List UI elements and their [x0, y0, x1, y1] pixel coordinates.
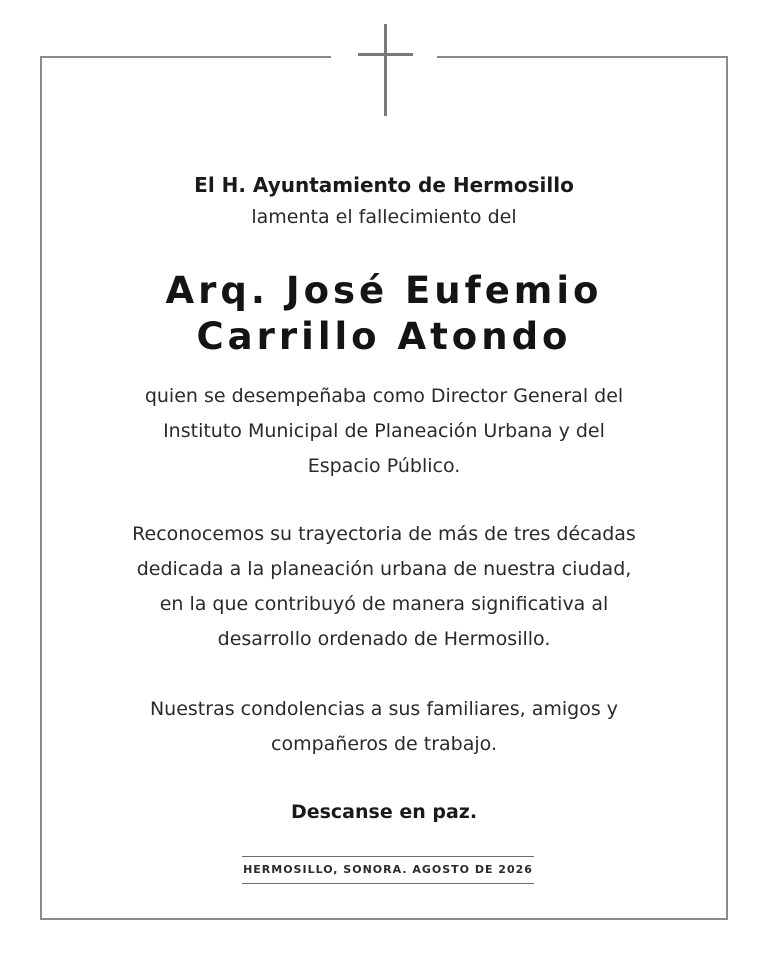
- closing-phrase: Descanse en paz.: [290, 801, 478, 823]
- place-date-footer: HERMOSILLO, SONORA. AGOSTO DE 2026: [242, 856, 534, 884]
- position-paragraph: [0, 379, 768, 484]
- cross-vertical-bar: [384, 24, 387, 116]
- paragraph-line: en la que contribuyó de manera significativa al: [159, 593, 609, 615]
- recognition-paragraph: [0, 517, 768, 657]
- paragraph-line: Instituto Municipal de Planeación Urbana y del: [163, 420, 605, 442]
- paragraph-line: Reconocemos su trayectoria de más de tres décadas: [132, 523, 636, 545]
- deceased-name: [0, 268, 768, 360]
- paragraph-line: Nuestras condolencias a sus familiares, amigos y: [149, 698, 619, 720]
- cross-horizontal-bar: [358, 53, 413, 56]
- deceased-name-line: Carrillo Atondo: [196, 315, 572, 358]
- organization-heading: El H. Ayuntamiento de Hermosillo: [194, 173, 574, 197]
- intro-text: lamenta el fallecimiento del: [251, 206, 517, 228]
- paragraph-line: dedicada a la planeación urbana de nuestra ciudad,: [136, 558, 632, 580]
- paragraph-line: quien se desempeñaba como Director General del: [144, 385, 624, 407]
- paragraph-line: Espacio Público.: [307, 455, 461, 477]
- paragraph-line: compañeros de trabajo.: [271, 733, 497, 755]
- condolences-paragraph: [0, 692, 768, 762]
- deceased-name-line: Arq. José Eufemio: [165, 269, 603, 312]
- paragraph-line: desarrollo ordenado de Hermosillo.: [217, 628, 551, 650]
